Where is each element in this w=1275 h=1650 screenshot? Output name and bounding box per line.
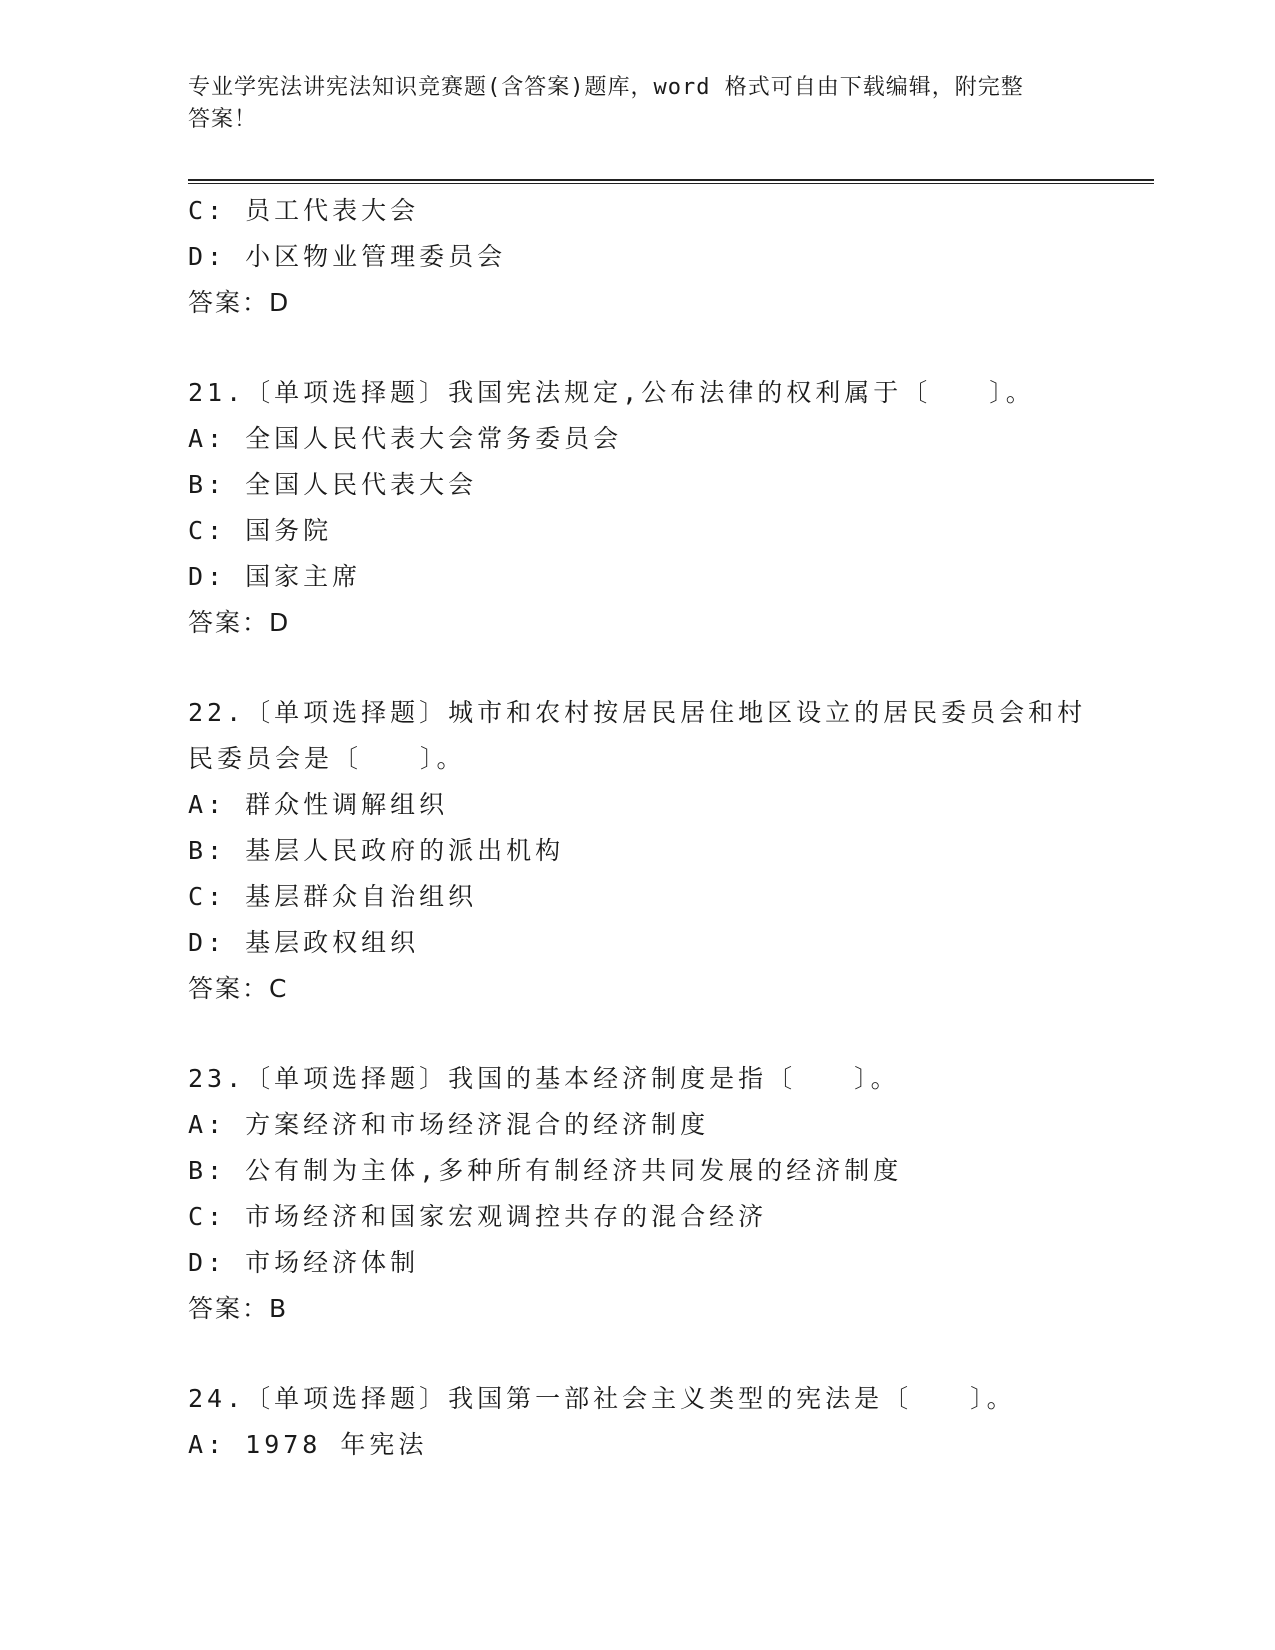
header-line-1: 专业学宪法讲宪法知识竞赛题(含答案)题库，word 格式可自由下载编辑，附完整 <box>188 75 1024 100</box>
question-stem: 23.〔单项选择题〕我国的基本经济制度是指〔 〕。 <box>188 1064 900 1093</box>
question-stem: 24.〔单项选择题〕我国第一部社会主义类型的宪法是〔 〕。 <box>188 1384 1016 1413</box>
option-a: A: 方案经济和市场经济混合的经济制度 <box>188 1110 710 1139</box>
option-c: C: 国务院 <box>188 516 333 545</box>
document-header <box>188 72 1088 136</box>
option-b: B: 公有制为主体,多种所有制经济共同发展的经济制度 <box>188 1156 903 1185</box>
answer-value: B <box>269 1294 289 1323</box>
answer-line <box>188 966 1088 1012</box>
answer-line <box>188 1286 1088 1332</box>
option-d: D: 基层政权组织 <box>188 928 420 957</box>
answer-value: C <box>269 974 289 1003</box>
option-a: A: 群众性调解组织 <box>188 790 449 819</box>
spacer <box>188 1332 1088 1376</box>
option-a: A: 全国人民代表大会常务委员会 <box>188 424 623 453</box>
option-b: B: 基层人民政府的派出机构 <box>188 836 565 865</box>
spacer <box>188 646 1088 690</box>
question-list <box>188 188 1088 1468</box>
answer-value: D <box>269 288 291 317</box>
question-stem-line-2: 民委员会是〔 〕。 <box>188 744 466 773</box>
header-line-2: 答案！ <box>188 107 258 132</box>
spacer <box>188 326 1088 370</box>
question-22 <box>188 690 1088 1012</box>
answer-label: 答案： <box>188 1294 270 1323</box>
answer-label: 答案： <box>188 974 270 1003</box>
header-divider-thick <box>188 179 1154 181</box>
question-stem-line-1: 22.〔单项选择题〕城市和农村按居民居住地区设立的居民委员会和村 <box>188 698 1087 727</box>
option-b: B: 全国人民代表大会 <box>188 470 478 499</box>
option-d: D: 国家主席 <box>188 562 362 591</box>
option-a: A: 1978 年宪法 <box>188 1430 428 1459</box>
option-c: C: 员工代表大会 <box>188 196 420 225</box>
answer-label: 答案： <box>188 288 270 317</box>
option-c: C: 市场经济和国家宏观调控共存的混合经济 <box>188 1202 768 1231</box>
question-stem: 21.〔单项选择题〕我国宪法规定,公布法律的权利属于〔 〕。 <box>188 378 1035 407</box>
answer-value: D <box>269 608 291 637</box>
question-24 <box>188 1376 1088 1468</box>
question-20-continued <box>188 188 1088 326</box>
option-d: D: 小区物业管理委员会 <box>188 242 507 271</box>
answer-label: 答案： <box>188 608 270 637</box>
spacer <box>188 1012 1088 1056</box>
answer-line <box>188 600 1088 646</box>
header-divider-thin <box>188 183 1154 184</box>
question-21 <box>188 370 1088 646</box>
answer-line <box>188 280 1088 326</box>
option-c: C: 基层群众自治组织 <box>188 882 478 911</box>
question-23 <box>188 1056 1088 1332</box>
option-d: D: 市场经济体制 <box>188 1248 420 1277</box>
